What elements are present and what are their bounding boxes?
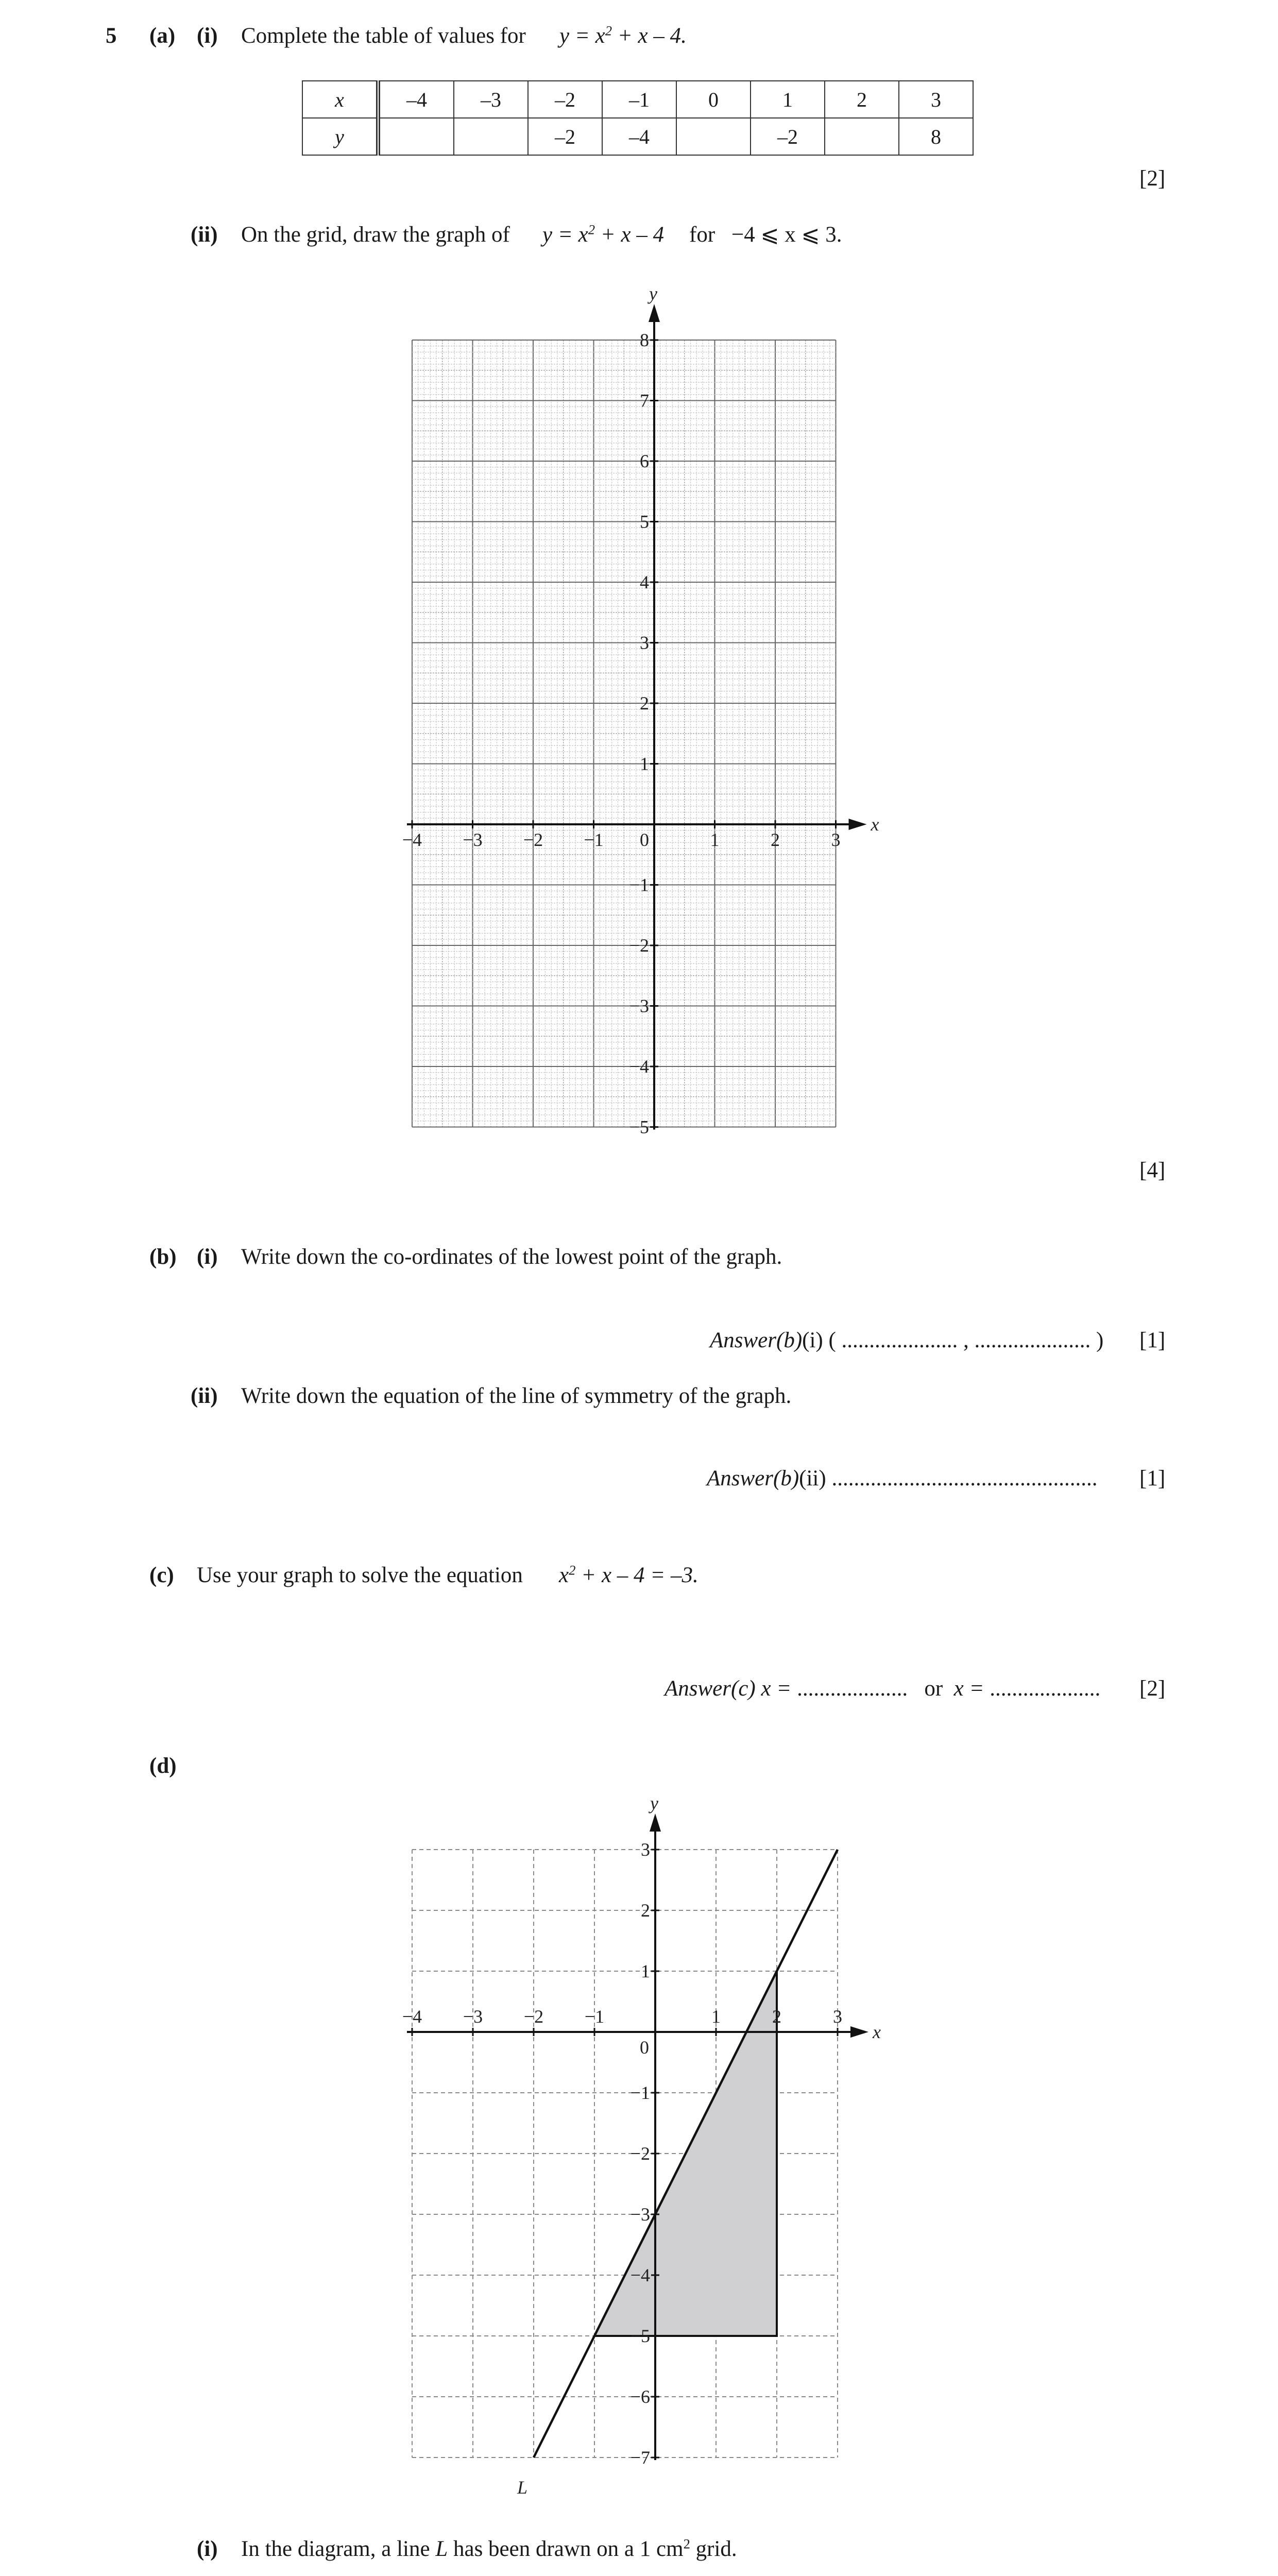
x-tick-label: −2 (523, 2006, 544, 2027)
y-tick-label: 1 (641, 1961, 650, 1981)
y-tick-label: −2 (630, 2143, 650, 2164)
table-header-y: y (302, 118, 378, 155)
table-cell: –2 (528, 118, 602, 155)
graph-grid-a[interactable] (391, 283, 879, 1139)
x-tick-label: −4 (402, 829, 422, 850)
table-cell: –2 (528, 81, 602, 118)
answer-c-blank-2: .................... (990, 1676, 1101, 1701)
y-tick-label: −1 (629, 874, 649, 895)
y-tick-label: 4 (640, 572, 649, 592)
x-tick-label: −4 (402, 2006, 422, 2027)
part-aii-text: On the grid, draw the graph of (241, 223, 510, 247)
table-input-cell[interactable] (825, 118, 899, 155)
y-tick-label: −3 (630, 2204, 650, 2225)
y-axis-arrow (650, 1814, 661, 1832)
x-tick-label: −1 (584, 2006, 605, 2027)
marks-bii: [1] (1139, 1466, 1166, 1490)
part-c-label: (c) (149, 1563, 174, 1587)
question-number: 5 (106, 24, 117, 48)
y-tick-label: 3 (640, 632, 649, 653)
table-cell: –4 (378, 81, 454, 118)
y-tick-label: 8 (640, 330, 649, 350)
answer-bii-blank: ................................................ (831, 1466, 1098, 1490)
y-tick-label: 2 (641, 1900, 650, 1921)
part-di-label: (i) (197, 2537, 218, 2561)
y-tick-label: 5 (640, 511, 649, 532)
table-header-x: x (302, 81, 378, 118)
x-tick-label: −1 (584, 829, 604, 850)
table-input-cell[interactable] (454, 118, 528, 155)
x-tick-label: −2 (523, 829, 543, 850)
part-aii-for: for (689, 223, 715, 247)
answer-c[interactable]: Answer(c) x = .................... or x = .................... (664, 1676, 1101, 1701)
marks-bi: [1] (1139, 1328, 1166, 1352)
part-aii-equation: $y = x^2 + x - 4$ (542, 222, 664, 247)
table-cell: –1 (602, 81, 676, 118)
part-a-label: (a) (149, 24, 176, 48)
table-cell: 0 (676, 81, 751, 118)
y-tick-label: 2 (640, 693, 649, 714)
y-tick-label: −1 (630, 2082, 650, 2103)
marks-aii: [4] (1139, 1158, 1166, 1182)
y-tick-label: 3 (641, 1839, 650, 1860)
y-tick-label: −3 (629, 995, 649, 1016)
table-input-cell[interactable] (378, 118, 454, 155)
part-d-label: (d) (149, 1754, 177, 1778)
part-c-equation: $x^2 + x - 4 = -3$. (559, 1562, 698, 1587)
answer-bi-blank: ( ..................... , ..................... ) (828, 1328, 1104, 1352)
x-axis-arrow (849, 819, 867, 830)
y-tick-label: 1 (640, 753, 649, 774)
x-tick-label: 1 (711, 2006, 721, 2027)
x-tick-label: 1 (710, 829, 720, 850)
answer-bi[interactable]: Answer(b)(i) ( ..................... , ..................... ) (710, 1328, 1104, 1352)
x-tick-label: 2 (772, 2006, 781, 2027)
answer-bii[interactable]: Answer(b)(ii) ................................................ (707, 1466, 1098, 1490)
part-ai-label: (i) (197, 24, 218, 48)
table-cell: 3 (899, 81, 973, 118)
table-row-x (302, 81, 973, 118)
y-tick-label: 6 (640, 451, 649, 471)
x-tick-label: 3 (833, 2006, 842, 2027)
table-cell: –3 (454, 81, 528, 118)
x-axis-label: x (871, 814, 879, 835)
part-bii-text: Write down the equation of the line of symmetry of the graph. (241, 1384, 792, 1408)
line-diagram-d (381, 1783, 886, 2504)
table-cell: 1 (751, 81, 825, 118)
table-cell: –4 (602, 118, 676, 155)
part-bi-label: (i) (197, 1245, 218, 1269)
marks-c: [2] (1139, 1676, 1166, 1701)
y-tick-label: −5 (630, 2326, 650, 2346)
table-cell: 8 (899, 118, 973, 155)
y-tick-label: −4 (630, 2265, 650, 2285)
part-bi-text: Write down the co-ordinates of the lowest point of the graph. (241, 1245, 782, 1269)
y-tick-label: −6 (630, 2386, 650, 2407)
part-aii-label: (ii) (191, 223, 218, 247)
table-row-y (302, 118, 973, 155)
origin-label: 0 (640, 829, 649, 850)
y-tick-label: −7 (630, 2447, 650, 2468)
part-b-label: (b) (149, 1245, 177, 1269)
table-cell: 2 (825, 81, 899, 118)
x-tick-label: −3 (463, 829, 483, 850)
table-cell: –2 (751, 118, 825, 155)
marks-ai: [2] (1139, 166, 1166, 191)
y-tick-label: −4 (629, 1056, 649, 1077)
y-axis-arrow (649, 304, 660, 322)
y-axis-label: y (650, 1793, 658, 1814)
x-tick-label: 2 (771, 829, 780, 850)
table-of-values (302, 80, 974, 156)
y-tick-label: 7 (640, 390, 649, 411)
line-L-label: L (517, 2477, 528, 2498)
table-input-cell[interactable] (676, 118, 751, 155)
x-tick-label: −3 (463, 2006, 483, 2027)
part-c-text: Use your graph to solve the equation (197, 1563, 523, 1587)
part-bii-label: (ii) (191, 1384, 218, 1408)
part-aii-range: −4 ⩽ x ⩽ 3. (731, 223, 842, 247)
y-tick-label: −5 (629, 1116, 649, 1138)
part-ai-equation: $y = x^2 + x - 4$. (559, 23, 687, 48)
x-tick-label: 3 (831, 829, 841, 850)
origin-label: 0 (640, 2037, 649, 2058)
part-di-text: In the diagram, a line L has been drawn on a 1 $cm^2$ grid. (241, 2536, 737, 2561)
x-axis-label: x (873, 2022, 881, 2042)
x-axis-arrow (850, 2026, 868, 2038)
part-ai-text: Complete the table of values for (241, 24, 526, 48)
y-tick-label: −2 (629, 935, 649, 956)
y-axis-label: y (649, 283, 657, 304)
answer-c-blank-1: .................... (797, 1676, 908, 1701)
